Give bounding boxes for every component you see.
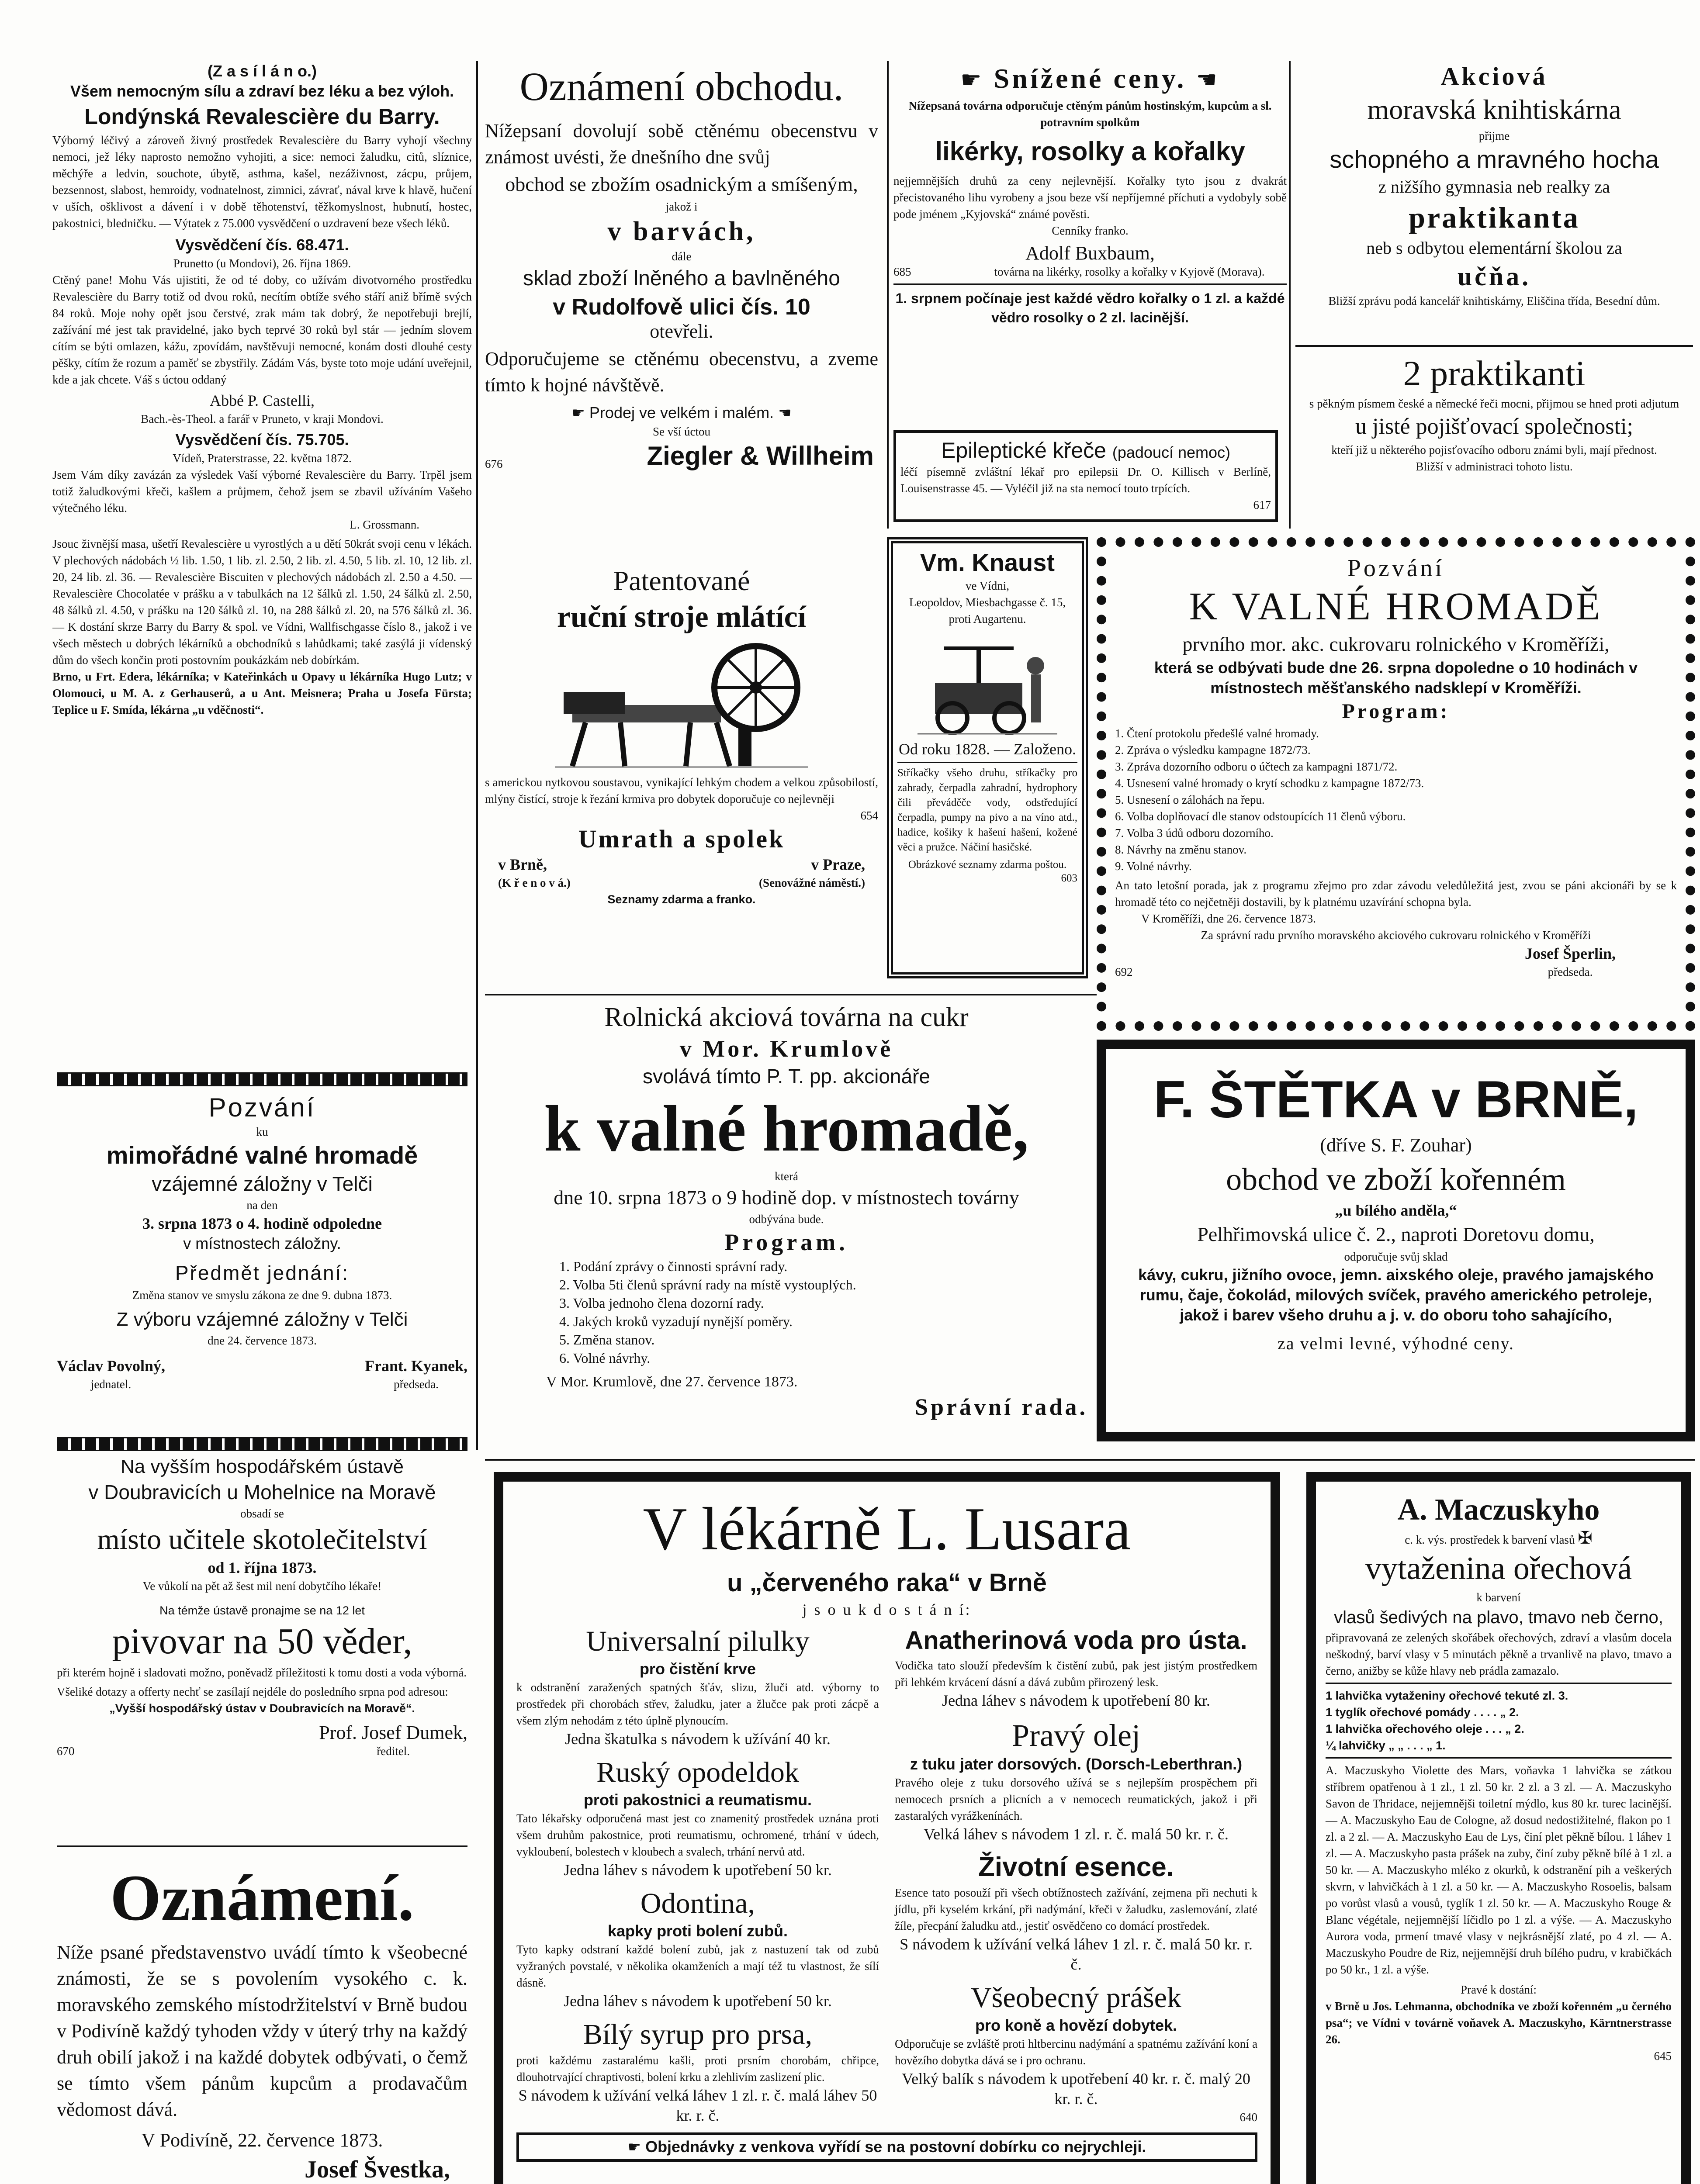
telc-sign-left <box>57 1356 165 1393</box>
barry-zasilano: (Z a s í l á n o.) <box>207 62 317 80</box>
buxbaum-intro: Nížepsaná továrna odporučuje ctěným pánům hostinským, kupcům a sl. potravním spolkům <box>908 99 1272 129</box>
umrath-title2: ruční stroje mlátící <box>557 600 807 634</box>
kromeriz-num: 692 <box>1115 965 1133 978</box>
umrath-firm: Umrath a spolek <box>578 825 785 853</box>
kromeriz-program-item: 3. Zpráva dozorního odboru o účtech za kampagni 1871/72. <box>1115 760 1398 773</box>
praktikanti-info: Bližší v administraci tohoto listu. <box>1416 460 1573 473</box>
krumlov-advertisement <box>485 1000 1088 1463</box>
telc-sign-right-name: Frant. Kyanek, <box>364 1357 467 1375</box>
telc-agenda: Změna stanov ve smyslu zákona ze dne 9. dubna 1873. <box>132 1289 392 1302</box>
maczusky-dealers: v Brně u Jos. Lehmanna, obchodníka ve zboží kořenném „u černého psa“; ve Vídni v továrně voňavek A. Maczuskyho, Kärntnerstrasse 26. <box>1326 2000 1672 2046</box>
lusar-product-price: Jedna škatulka s návodem k užívání 40 kr. <box>565 1730 831 1748</box>
kromeriz-board: Za správní radu prvního moravského akciového cukrovaru rolnického v Kroměříži <box>1201 929 1591 942</box>
kromeriz-sub: prvního mor. akc. cukrovaru rolnického v Kroměříži, <box>1182 633 1610 655</box>
buxbaum-prices: Cenníky franko. <box>1052 224 1129 237</box>
ziegler-sale: Prodej ve velkém i malém. <box>589 404 774 422</box>
doubravice-lease-text: při kterém hojně i sladovati možno, poněvadž příležitosti k tomu dosti a voda výborná. <box>57 1666 467 1679</box>
kromeriz-program-item: 8. Návrhy na změnu stanov. <box>1115 843 1247 856</box>
lusar-product-price: S návodem k užívání velká láhev 1 zl. r. č. malá 50 kr. r. č. <box>900 1935 1253 1973</box>
umrath-num: 654 <box>860 809 878 822</box>
lusar-product-text: Tyto kapky odstraní každé bolení zubů, jak z nastuzení tak od zubů vyžraných povstalé, v několika okamženích a mají též tu vlastnost, že sílí dásně. <box>516 1943 879 1989</box>
maczusky-advertisement <box>1306 1472 1691 2184</box>
lusar-product-sub: kapky proti bolení zubů. <box>607 1922 788 1940</box>
ziegler-respect: Se vší úctou <box>653 425 710 438</box>
stetka-street: Pelhřimovská ulice č. 2., naproti Doretovu domu, <box>1197 1223 1595 1245</box>
doubravice-num: 670 <box>57 1745 75 1758</box>
barry-prices: Jsouc živnější masa, ušetří Revalescière u vyrostlých a u dětí 50krát svoji cenu v lékách. V plechových nádobách ½ lib. 1.50, 1 lib. zl. 2.50, 2 lib. zl. 4.50, 5 lib. zl. 10, 12 lib. zl. 20, 24 lib. zl. 36. — Revalescière Biscuiten v plechových nádobách zl. 2.50 a 4.50. — Revalescière Chocolatée v prášku a v tabulkách na 12 šálků zl. 1.50, 24 šálků zl. 2.50, 48 šálků zl. 4.50, v prášku na 120 šálků zl. 10, na 288 šálků zl. 20, na 576 šálků zl. 36. — K dostání skrze Barry du Barry & spol. ve Vídni, Wallfischgasse číslo 8., jakož i ve všech městech u dobrých lékárníků a obchodníků s lahůdkami; také zasýlá ji vídenský dům do všech končin proti postovním poukázkám neb dobírkám. <box>52 537 472 667</box>
maczusky-available: Pravé k dostání: <box>1461 1983 1537 1996</box>
barry-cert1-sign: Abbé P. Castelli, <box>210 392 315 409</box>
knaust-body: Stříkačky všeho druhu, stříkačky pro zahrady, čerpadla zahradní, hydrophory čili převáděče vody, odstředující čerpadla, pumpy na pivo a na víno atd., hadice, košiky k hašení hašení, kožené věci a pružce. Náčiní hasičské. <box>897 767 1077 853</box>
killisch-title-sub: (padoucí nemoc) <box>1112 443 1230 461</box>
ziegler-business: obchod se zbožím osadnickým a smíšeným, <box>505 173 858 195</box>
lusar-product <box>516 1624 879 1749</box>
maczusky-price-item: ¼ lahvičky „ „ . . . „ 1. <box>1326 1739 1446 1752</box>
doubravice-offer-text: Všeliké dotazy a offerty nechť se zasílají nejdéle do posledního srpna pod adresou: <box>57 1685 448 1698</box>
krumlov-title: Rolnická akciová továrna na cukr <box>604 1002 969 1032</box>
ziegler-body: Nížepsaní dovolují sobě ctěnému obecenstvu v známost uvésti, že dnešního dne svůj <box>485 120 878 168</box>
lusar-product-price: Jedna láhev s návodem k upotřebení 50 kr. <box>564 1861 832 1879</box>
knihtiskarna-from: z nižšího gymnasia neb realky za <box>1378 177 1610 197</box>
krumlov-calls: svolává tímto P. T. pp. akcionáře <box>643 1065 930 1088</box>
buxbaum-sub-row <box>893 263 1287 280</box>
stetka-advertisement <box>1097 1040 1695 1441</box>
lusar-product-name: Pravý olej <box>1012 1718 1140 1753</box>
fire-pump-illustration <box>909 631 1066 736</box>
buxbaum-num: 685 <box>893 265 911 278</box>
ziegler-title: Oznámení obchodu. <box>519 64 844 109</box>
kromeriz-program-title: Program: <box>1342 700 1450 723</box>
umrath-streets <box>485 874 878 891</box>
lusar-available: j s o u k d o s t á n í: <box>802 1601 972 1618</box>
krumlov-program-item: 1. Podání zprávy o činnosti správní rady. <box>559 1258 788 1274</box>
knaust-street: Leopoldov, Miesbachgasse č. 15, proti Augartenu. <box>909 596 1066 625</box>
kromeriz-program-item: 7. Volba 3 údů odboru dozorního. <box>1115 826 1274 840</box>
krumlov-program-item: 5. Změna stanov. <box>559 1332 655 1348</box>
kromeriz-program-item: 6. Volba doplňovací dle stanov odstoupících 11 členů výboru. <box>1115 810 1406 823</box>
kromeriz-program-item: 9. Volné návrhy. <box>1115 860 1192 873</box>
kromeriz-title: Pozvání <box>1347 555 1445 582</box>
knaust-num: 603 <box>1061 872 1077 884</box>
doubravice-intro: Na vyšším hospodářském ústavě <box>120 1456 404 1477</box>
lusar-right-column <box>895 1624 1257 2125</box>
ziegler-oznameni <box>485 61 878 555</box>
imperial-eagle-icon: ✠ <box>1578 1528 1593 1548</box>
praktikanti-body2: kteří již u některého pojisťovacího odboru známi byli, mají přednost. <box>1331 443 1657 456</box>
lusar-product-price: Velká láhev s návodem 1 zl. r. č. malá 50 kr. r. č. <box>924 1825 1229 1843</box>
knihtiskarna-role2: učňa. <box>1457 262 1531 291</box>
maczusky-price-list <box>1326 1687 1672 1754</box>
maczusky-purpose: k barvení <box>1476 1591 1521 1604</box>
lusar-title: V lékárně L. Lusara <box>643 1495 1131 1563</box>
pointing-hand-icon: ☛ <box>627 2139 641 2156</box>
krumlov-program-item: 3. Volba jednoho člena dozorní rady. <box>559 1295 764 1311</box>
lusar-product-price: Jedna láhev s návodem k upotřebení 80 kr. <box>942 1692 1210 1709</box>
lusar-product <box>516 1755 879 1880</box>
doubravice-obsadi: obsadí se <box>240 1507 284 1520</box>
buxbaum-body: nejjemnějších druhů za ceny nejlevnější. Kořalky tyto jsou z dvakrát přecistovaného lihu vyrobeny a jsou beze vší nepříjemné příchuti a vydobyly sobě pode jménem „Kyjovská“ známé pověsti. <box>893 174 1287 221</box>
lusar-product-text: proti každému zastaralému kašli, proti prsním chorobám, chřipce, dlouhotrvající chraptivosti, bolení krku a zlehlivím zaslizení plic. <box>516 2054 879 2084</box>
telc-invitation <box>57 1092 467 1415</box>
maczusky-purpose2: vlasů šedivých na plavo, tmavo neb černo, <box>1334 1608 1663 1627</box>
lusar-footer-row <box>521 2137 1253 2157</box>
telc-sign-right <box>365 1356 467 1393</box>
podivin-title: Oznámení. <box>110 1862 414 1934</box>
ziegler-num: 676 <box>485 457 503 470</box>
praktikanti-title: 2 praktikanti <box>1403 353 1586 393</box>
column-separator <box>1289 61 1291 529</box>
lusar-product-sub: z tuku jater dorsových. (Dorsch-Leberthran.) <box>910 1755 1243 1773</box>
killisch-body: léčí písemně zvláštní lékař pro epilepsii Dr. O. Killisch v Berlíně, Louisenstrasse 45. — Vyléčil již na sta nemocí touto trpících. <box>900 465 1271 495</box>
barry-cert2-title: Vysvědčení čís. 75.705. <box>175 431 349 449</box>
knihtiskarna-subtitle: moravská knihtiskárna <box>1367 94 1621 125</box>
krumlov-sign: Správní rada. <box>914 1394 1088 1420</box>
ziegler-dale: dále <box>672 250 692 263</box>
kromeriz-headline: K VALNÉ HROMADĚ <box>1189 585 1603 628</box>
stetka-prices: za velmi levné, výhodné ceny. <box>1278 1334 1514 1353</box>
maczusky-products: A. Maczuskyho Violette des Mars, voňavka 1 lahvička se zátkou stříbrem opatřenou à 1 zl., 1 zl. 50 kr. 2 zl. a 3 zl. — A. Maczuskyho Savon de Thridace, nejjemnějši toiletní mýdlo, kus 80 kr. turec lacinější. — A. Maczuskyho Eau de Cologne, až dosud nedostižitelné, flakon po 1 zl. a 2 zl. — A. Maczuskyho Eau de Lys, činí plet pěkně bílou. 1 láhev 1 zl. — A. Maczuskyho pasta prášek na zuby, činí zuby pěkně bílé à 1 zl. a 50 kr. — A. Maczuskyho mléko z okurků, k odstranění pih a veškerých skvrn, v lahvičkách à 1 zl. a 50 kr. — A. Maczuskyho Rosoelis, balsam po vorůst vlasů a vousů, tyglík 1 zl. 50 kr. — A. Maczuskyho Rouge & Blanc végétale, nejjemnější líčidlo po 1 zl. a výše. — A. Maczuskyho Aurora voda, prmení tmavé vlasy v nejkrásnější zlaté, po 4 zl. — A. Maczuskyho Poudre de Riz, nejjemnější druh bílého pudru, v krabičkách po 50 kr., 1 zl. a výše. <box>1326 1764 1672 1976</box>
threshing-machine-illustration <box>546 639 817 771</box>
kromeriz-date: která se odbývati bude dne 26. srpna dopoledne o 10 hodinách v místnostech měšťanského nadsklepí v Kroměříži. <box>1154 659 1638 697</box>
barry-advertisement <box>52 61 472 1048</box>
pointing-hand-icon: ☚ <box>1196 66 1220 93</box>
maczusky-price-item: 1 lahvička ořechového oleje . . . „ 2. <box>1326 1722 1524 1735</box>
knihtiskarna-info: Bližší zprávu podá kancelář knihtiskárny, Eliščina třída, Besední dům. <box>1328 294 1660 308</box>
lusar-product-sub: pro čistění krve <box>639 1660 756 1678</box>
killisch-num: 617 <box>1253 498 1271 511</box>
barry-cert2-sign: L. Grossmann. <box>350 518 419 531</box>
doubravice-address: „Vyšší hospodářský ústav v Doubravicích na Moravě“. <box>109 1702 415 1715</box>
podivin-body: Níže psané představenstvo uvádí tímto k všeobecné známosti, že se s povolením vysokého c. k. moravského zemského místodržitelství v Brně budou v Podivíně každý tyhoden vždy v úterý trhy na každý druh obilí jakož i na každé dobytek odbývati, o čemž se tímto všem pánům kupcům a prodavačům vědomost dává. <box>57 1942 467 2120</box>
stetka-headline: obchod ve zboží kořenném <box>1226 1162 1566 1197</box>
doubravice-sign-row <box>57 1723 467 1759</box>
krumlov-program-list <box>485 1257 1088 1367</box>
telc-sign-right-role: předseda. <box>394 1378 439 1391</box>
maczusky-price-item: 1 tyglík ořechové pomády . . . . „ 2. <box>1326 1706 1519 1719</box>
lusar-product-sub: pro koně a hovězí dobytek. <box>975 2016 1177 2034</box>
knaust-catalog: Obrázkové seznamy zdarma poštou. <box>908 859 1067 871</box>
buxbaum-notice: 1. srpnem počínaje jest každé vědro kořalky o 1 zl. a každé vědro rosolky o 2 zl. lacinější. <box>895 290 1285 325</box>
divider-line <box>57 1845 467 1847</box>
umrath-lists: Seznamy zdarma a franko. <box>607 893 756 906</box>
ziegler-sklad: sklad zboží lněného a bavlněného <box>523 267 840 290</box>
umrath-street-left: (K ř e n o v á.) <box>498 876 571 889</box>
buxbaum-title-row <box>893 61 1287 97</box>
kromeriz-invitation <box>1097 537 1695 1031</box>
lusar-product-text: Tato lékařsky odporučená mast jest co znamenitý prostředek uznána proti všem druhům pakostnice, proti reumatismu, ochromené, trhání v údech, vykloubení, bolestech v kloubech a svalech, trhání nervů atd. <box>516 1812 879 1858</box>
lusar-product-sub: proti pakostnici a reumatismu. <box>583 1791 812 1809</box>
lusar-product-name: Universalní pilulky <box>586 1625 810 1657</box>
telc-na-den: na den <box>246 1199 278 1212</box>
kromeriz-sign-name: Josef Šperlin, <box>1524 945 1616 962</box>
kromeriz-program-item: 1. Čtení protokolu předešlé valné hromady. <box>1115 727 1319 740</box>
knihtiskarna-headline: schopného a mravného hocha <box>1330 145 1659 173</box>
buxbaum-headline: likérky, rosolky a kořalky <box>935 137 1245 166</box>
barry-cert1-title: Vysvědčení čís. 68.471. <box>175 236 349 254</box>
pointing-hand-icon: ☚ <box>778 404 792 422</box>
kromeriz-program-item: 2. Zpráva o výsledku kampagne 1872/73. <box>1115 743 1311 757</box>
umrath-city-right: v Praze, <box>811 856 865 873</box>
telc-board: Z výboru vzájemné záložny v Telči <box>116 1309 408 1330</box>
column-separator <box>476 61 478 1450</box>
maczusky-text: připravovaná ze zelených skořábek ořechových, zdraví a vlasům docela neškodný, barví vlasy v 5 minutách pěkně a trvanlivě na plavo, tmavo a černo, anižby se kůže hlavy neb prádla zamazalo. <box>1326 1631 1672 1677</box>
divider-line <box>485 1459 1695 1461</box>
ziegler-firm: Ziegler & Willheim <box>647 441 874 470</box>
krumlov-date2: V Mor. Krumlově, dne 27. července 1873. <box>546 1374 798 1390</box>
barry-title: Londýnská Revalescière du Barry. <box>84 104 440 129</box>
doubravice-date: od 1. října 1873. <box>208 1559 317 1576</box>
doubravice-note: Ve vůkolí na pět až šest mil není dobytčího lékaře! <box>142 1579 382 1593</box>
stetka-sign: „u bílého anděla,“ <box>1335 1202 1457 1219</box>
ziegler-recommend: Odporučujeme se ctěnému obecenstvu, a zveme tímto k hojné návštěvě. <box>485 348 878 396</box>
umrath-body: s americkou nytkovou soustavou, vynikající lehkým chodem a velkou způsobilostí, mlýny čistící, stroje k řezání krmiva pro dobytek doporučuje co nejlevněji <box>485 776 878 805</box>
maczusky-num: 645 <box>1654 2049 1672 2063</box>
killisch-title: Epileptické křeče <box>941 438 1106 463</box>
doubravice-sign-role: ředitel. <box>377 1745 410 1758</box>
lusar-product <box>895 1717 1257 1844</box>
telc-sign-left-name: Václav Povolný, <box>57 1357 165 1375</box>
ziegler-jakoz: jakož i <box>665 200 698 213</box>
maczusky-title: A. Maczuskyho <box>1397 1493 1600 1527</box>
lusar-product-text: Esence tato posouží při všech obtížnostech zažívání, zejmena při nechuti k jídlu, při kyselém krkání, při nadýmání, křeči v žaludku, zaslemování, zlaté žíle, přecpání žaludku atd., jestiť osvědčeno co domácí prostředek. <box>895 1886 1257 1932</box>
kromeriz-sign-role: předseda. <box>1548 965 1593 978</box>
lusar-sub: u „červeného raka“ v Brně <box>727 1569 1047 1597</box>
barry-tagline: Všem nemocným sílu a zdraví bez léku a bez výloh. <box>70 82 454 100</box>
kromeriz-sign-row <box>1115 943 1677 980</box>
praktikanti-advertisement <box>1295 352 1693 526</box>
divider-line <box>893 283 1287 285</box>
praktikanti-where: u jisté pojišťovací společnosti; <box>1355 414 1634 439</box>
divider-line <box>1326 1757 1672 1759</box>
doubravice-place: v Doubravicích u Mohelnice na Moravě <box>88 1481 436 1503</box>
lusar-product-text: k odstranění zaražených spatných šťáv, slizu, žluči atd. výborny to prostředek při chorobách střev, žaludku, jater a žlučce pak proti zácpě a všem zlým nehodám z této úplně plynoucím. <box>516 1681 879 1727</box>
podivin-oznameni <box>57 1856 467 2184</box>
stetka-recommend: odporučuje svůj sklad <box>1344 1250 1448 1263</box>
krumlov-program-item: 4. Jakých kroků vyzadují nynější poměry. <box>559 1313 793 1329</box>
umrath-cities <box>485 854 878 874</box>
machine-hopper <box>564 692 625 714</box>
killisch-advertisement <box>893 430 1278 522</box>
barry-cert1-text: Ctěný pane! Mohu Vás ujistiti, že od té doby, co užívám divotvorného prostředku Revalescière du Barry totiž od dvou roků, necítím obtíže svého stáří aniž břímě svých 84 roků. Moje nohy opět jsou čerstvé, zrak mám tak dobrý, že nepotřebuji brejlí, zažívání mé jest tak pravidelné, jako bych teprvé 30 roků byl stár — jedním slovem cítím se býti omlazen, kážu, zpovídám, navštěvuji nemocné, konám dosti dlouhé cesty pěšky, cítím že rozum a paměť se zbystřily. Zádám Vás, byste toto moje udání uveřejnil, kde a jak chcete. Váš s úctou oddaný <box>52 273 472 386</box>
lusar-product-name: Odontina, <box>640 1887 755 1919</box>
lusar-footer-box <box>516 2132 1257 2162</box>
telc-place: v místnostech záložny. <box>183 1234 341 1252</box>
telc-ku: ku <box>256 1125 268 1138</box>
doubravice-lease-headline: pivovar na 50 věder, <box>112 1621 412 1662</box>
podivin-sign: Josef Švestka, <box>305 2156 450 2183</box>
umrath-street-right: (Senovážné náměstí.) <box>759 876 865 889</box>
praktikanti-body: s pěkným písmem české a německé řeči mocni, přijmou se hned proti adjutum <box>1309 397 1679 410</box>
knaust-city: ve Vídni, <box>966 579 1009 592</box>
lusar-product-name: Životní esence. <box>978 1852 1174 1882</box>
krumlov-headline: k valné hromadě, <box>544 1092 1029 1165</box>
telc-headline: mimořádné valné hromadě <box>106 1141 418 1169</box>
umrath-city-left: v Brně, <box>498 856 547 873</box>
knaust-title: Vm. Knaust <box>920 549 1055 576</box>
kromeriz-date2: V Kroměříži, dne 26. července 1873. <box>1141 912 1316 925</box>
knaust-advertisement <box>887 537 1088 978</box>
lusar-product <box>895 1624 1257 1711</box>
lusar-product <box>516 2017 879 2125</box>
krumlov-place: v Mor. Krumlově <box>679 1036 893 1062</box>
maczusky-price-item: 1 lahvička vytaženiny ořechové tekuté zl. 3. <box>1326 1689 1568 1702</box>
stetka-former: (dříve S. F. Zouhar) <box>1320 1134 1472 1156</box>
stetka-goods: kávy, cukru, jižního ovoce, jemn. aixského oleje, pravého jamajského rumu, čaje, čokolád, milových svíček, pravého amerického petroleje, jakož i barev všeho druhu a j. v. do oboru toho sahajícího, <box>1138 1266 1654 1324</box>
divider-line <box>485 994 1097 995</box>
kromeriz-program-item: 5. Usnesení o zálohách na řepu. <box>1115 793 1265 806</box>
divider-line <box>1295 345 1693 347</box>
lusar-product-name: Bílý syrup pro prsa, <box>583 2018 813 2050</box>
telc-sign-left-role: jednatel. <box>90 1378 132 1391</box>
knihtiskarna-accepts: přijme <box>1478 129 1510 142</box>
buxbaum-sign-sub: továrna na likérky, rosolky a kořalky v Kyjově (Morava). <box>994 265 1265 278</box>
barry-cert1-sign2: Bach.-ès-Theol. a farář v Pruneto, v kraji Mondovi. <box>141 412 384 425</box>
doubravice-sign <box>319 1723 467 1759</box>
knaust-since: Od roku 1828. — Založeno. <box>899 740 1076 758</box>
lusar-product-price: S návodem k užívání velká láhev 1 zl. r. č. malá láhev 50 kr. r. č. <box>518 2087 877 2124</box>
lusar-product <box>895 1980 1257 2109</box>
pointing-hand-icon: ☛ <box>571 404 585 422</box>
knihtiskarna-title: Akciová <box>1440 62 1548 90</box>
lusar-columns <box>516 1624 1257 2125</box>
umrath-title1: Patentované <box>613 565 750 596</box>
ziegler-barvach: v barvách, <box>607 217 756 246</box>
ziegler-sale-row <box>485 403 878 423</box>
maczusky-sub-row <box>1326 1530 1672 1548</box>
telc-sub: vzájemné záložny v Telči <box>152 1172 373 1195</box>
krumlov-held: odbývána bude. <box>749 1213 824 1226</box>
lusar-product-price: Velký balík s návodem k upotřebení 40 kr. r. č. malý 20 kr. r. č. <box>902 2070 1250 2108</box>
lusar-product-name: Ruský opodeldok <box>596 1756 799 1788</box>
kromeriz-program-item: 4. Usnesení valné hromady o krytí schodku z kampagne 1872/73. <box>1115 777 1424 790</box>
knihtiskarna-advertisement <box>1295 61 1693 341</box>
umrath-advertisement <box>485 563 878 987</box>
lusar-product <box>895 1850 1257 1974</box>
krumlov-program-item: 2. Volba 5ti členů správní rady na místě vystouplých. <box>559 1277 856 1292</box>
telc-agenda-title: Předmět jednání: <box>175 1261 350 1284</box>
buxbaum-sign: Adolf Buxbaum, <box>1025 242 1155 264</box>
ziegler-firm-row <box>485 440 878 472</box>
ziegler-otevreli: otevřeli. <box>650 321 713 342</box>
lusar-advertisement <box>494 1472 1280 2184</box>
chain-divider <box>57 1072 467 1086</box>
lusar-product-text: Vodička tato slouží především k čistění zubů, pak jest jistým prostředkem při lehkém krvácení dásní a dává zubům přirozený lesk. <box>895 1659 1257 1689</box>
krumlov-program-title: Program. <box>724 1229 848 1255</box>
barry-cert2-text: Jsem Vám díky zavázán za výsledek Vaší výborné Revalescière du Barry. Trpěl jsem totiž žaludkovými křeči, kašlem a průjmem, čehož jsem se zbavil užíváním Vašeho výtečného léku. <box>52 468 472 515</box>
lusar-product-name: Všeobecný prášek <box>971 1982 1181 2014</box>
doubravice-headline: místo učitele skotolečitelství <box>97 1524 427 1555</box>
lusar-product-text: Pravého oleje z tuku dorsového užívá se s nejlepším prospěchem při nemocech prsních a plicních a v nemocech reumatických, jakož i při zastaralých vyrážkenínách. <box>895 1776 1257 1822</box>
krumlov-ktera: která <box>775 1170 798 1183</box>
divider-line <box>1326 1683 1672 1684</box>
barry-body: Výborný léčivý a zároveň živný prostředek Revalescière du Barry vyhojí všechny nemoci, jež léky naprosto nemožno vyhojiti, a sice: nemoci žaludku, citů, slíznice, měchýře a ledvin, souchote, úbytě, asthma, kašel, nezáživnost, zácpu, průjem, bezsennost, slabost, hemroidy, vodnatelnost, zimnici, závrať, nával krve k hlavě, hučení v uších, ošklivost a dávení i v době těhotenství, těžkomyslnost, hubnutí, hostec, pakostnici, bledničku. — Výtatek z 75.000 vysvědčení o uzdravení beze všech léků. <box>52 134 472 230</box>
podivin-date: V Podivíně, 22. července 1873. <box>141 2129 383 2151</box>
knihtiskarna-role: praktikanta <box>1409 201 1580 234</box>
doubravice-advertisement <box>57 1455 467 1839</box>
lusar-footer: Objednávky z venkova vyřídí se na postovní dobírku co nejrychleji. <box>645 2138 1146 2156</box>
doubravice-sign-name: Prof. Josef Dumek, <box>319 1722 467 1743</box>
doubravice-lease-intro: Na témže ústavě pronajme se na 12 let <box>159 1604 365 1617</box>
lusar-num: 640 <box>1240 2111 1257 2124</box>
barry-dealers: Brno, u Frt. Edera, lékárníka; v Kateřinkách u Opavy u lékárníka Hugo Lutz; v Olomouci, u M. A. z Gerhauserů, a u Ant. Meisnera; Praha u Josefa Fürsta; Teplice u F. Smída, lékárna „u vděčnosti“. <box>52 670 472 716</box>
divider-line <box>897 762 1077 763</box>
telc-signatures <box>57 1356 467 1393</box>
buxbaum-title: Snížené ceny. <box>994 63 1187 94</box>
buxbaum-advertisement <box>893 61 1287 411</box>
telc-date2: dne 24. července 1873. <box>208 1334 317 1347</box>
knihtiskarna-or: neb s odbytou elementární školou za <box>1366 238 1622 258</box>
maczusky-sub: c. k. výs. prostředek k barvení vlasů <box>1405 1533 1575 1546</box>
killisch-title-row <box>900 437 1271 463</box>
maczusky-headline: vytaženina ořechová <box>1365 1551 1632 1586</box>
lusar-product-name: Anatherinová voda pro ústa. <box>905 1626 1247 1655</box>
lusar-product <box>516 1886 879 2011</box>
pointing-hand-icon: ☛ <box>960 66 984 93</box>
telc-date: 3. srpna 1873 o 4. hodině odpoledne <box>142 1215 382 1232</box>
kromeriz-program-list <box>1115 725 1677 874</box>
krumlov-date: dne 10. srpna 1873 o 9 hodině dop. v místnostech továrny <box>554 1186 1019 1209</box>
chain-divider <box>57 1437 467 1451</box>
lusar-left-column <box>516 1624 879 2125</box>
column-separator <box>887 61 889 529</box>
ziegler-street: v Rudolfově ulici čís. 10 <box>553 294 810 320</box>
lusar-product-text: Odporučuje se zvláště proti hltbercinu nadýmání a spatnému zažívání koní a hovězího dobytka dává se i pro ochranu. <box>895 2037 1257 2067</box>
telc-title: Pozvání <box>208 1093 316 1122</box>
krumlov-program-item: 6. Volné návrhy. <box>559 1350 651 1366</box>
kromeriz-sign <box>1525 943 1677 980</box>
kromeriz-note: An tato letošní porada, jak z programu zřejmo pro zdar závodu veledůležitá jest, zvou se páni akcionáři by se k hromadě této co nejčetněji dostavili, by k platnému uzavírání schopna byla. <box>1115 879 1677 909</box>
barry-cert1-place: Prunetto (u Mondovi), 26. října 1869. <box>173 257 351 270</box>
stetka-title: F. ŠTĚTKA v BRNĚ, <box>1153 1070 1638 1129</box>
barry-cert2-place: Vídeň, Praterstrasse, 22. května 1872. <box>173 452 352 465</box>
lusar-product-price: Jedna láhev s návodem k upotřebení 50 kr. <box>564 1992 832 2010</box>
